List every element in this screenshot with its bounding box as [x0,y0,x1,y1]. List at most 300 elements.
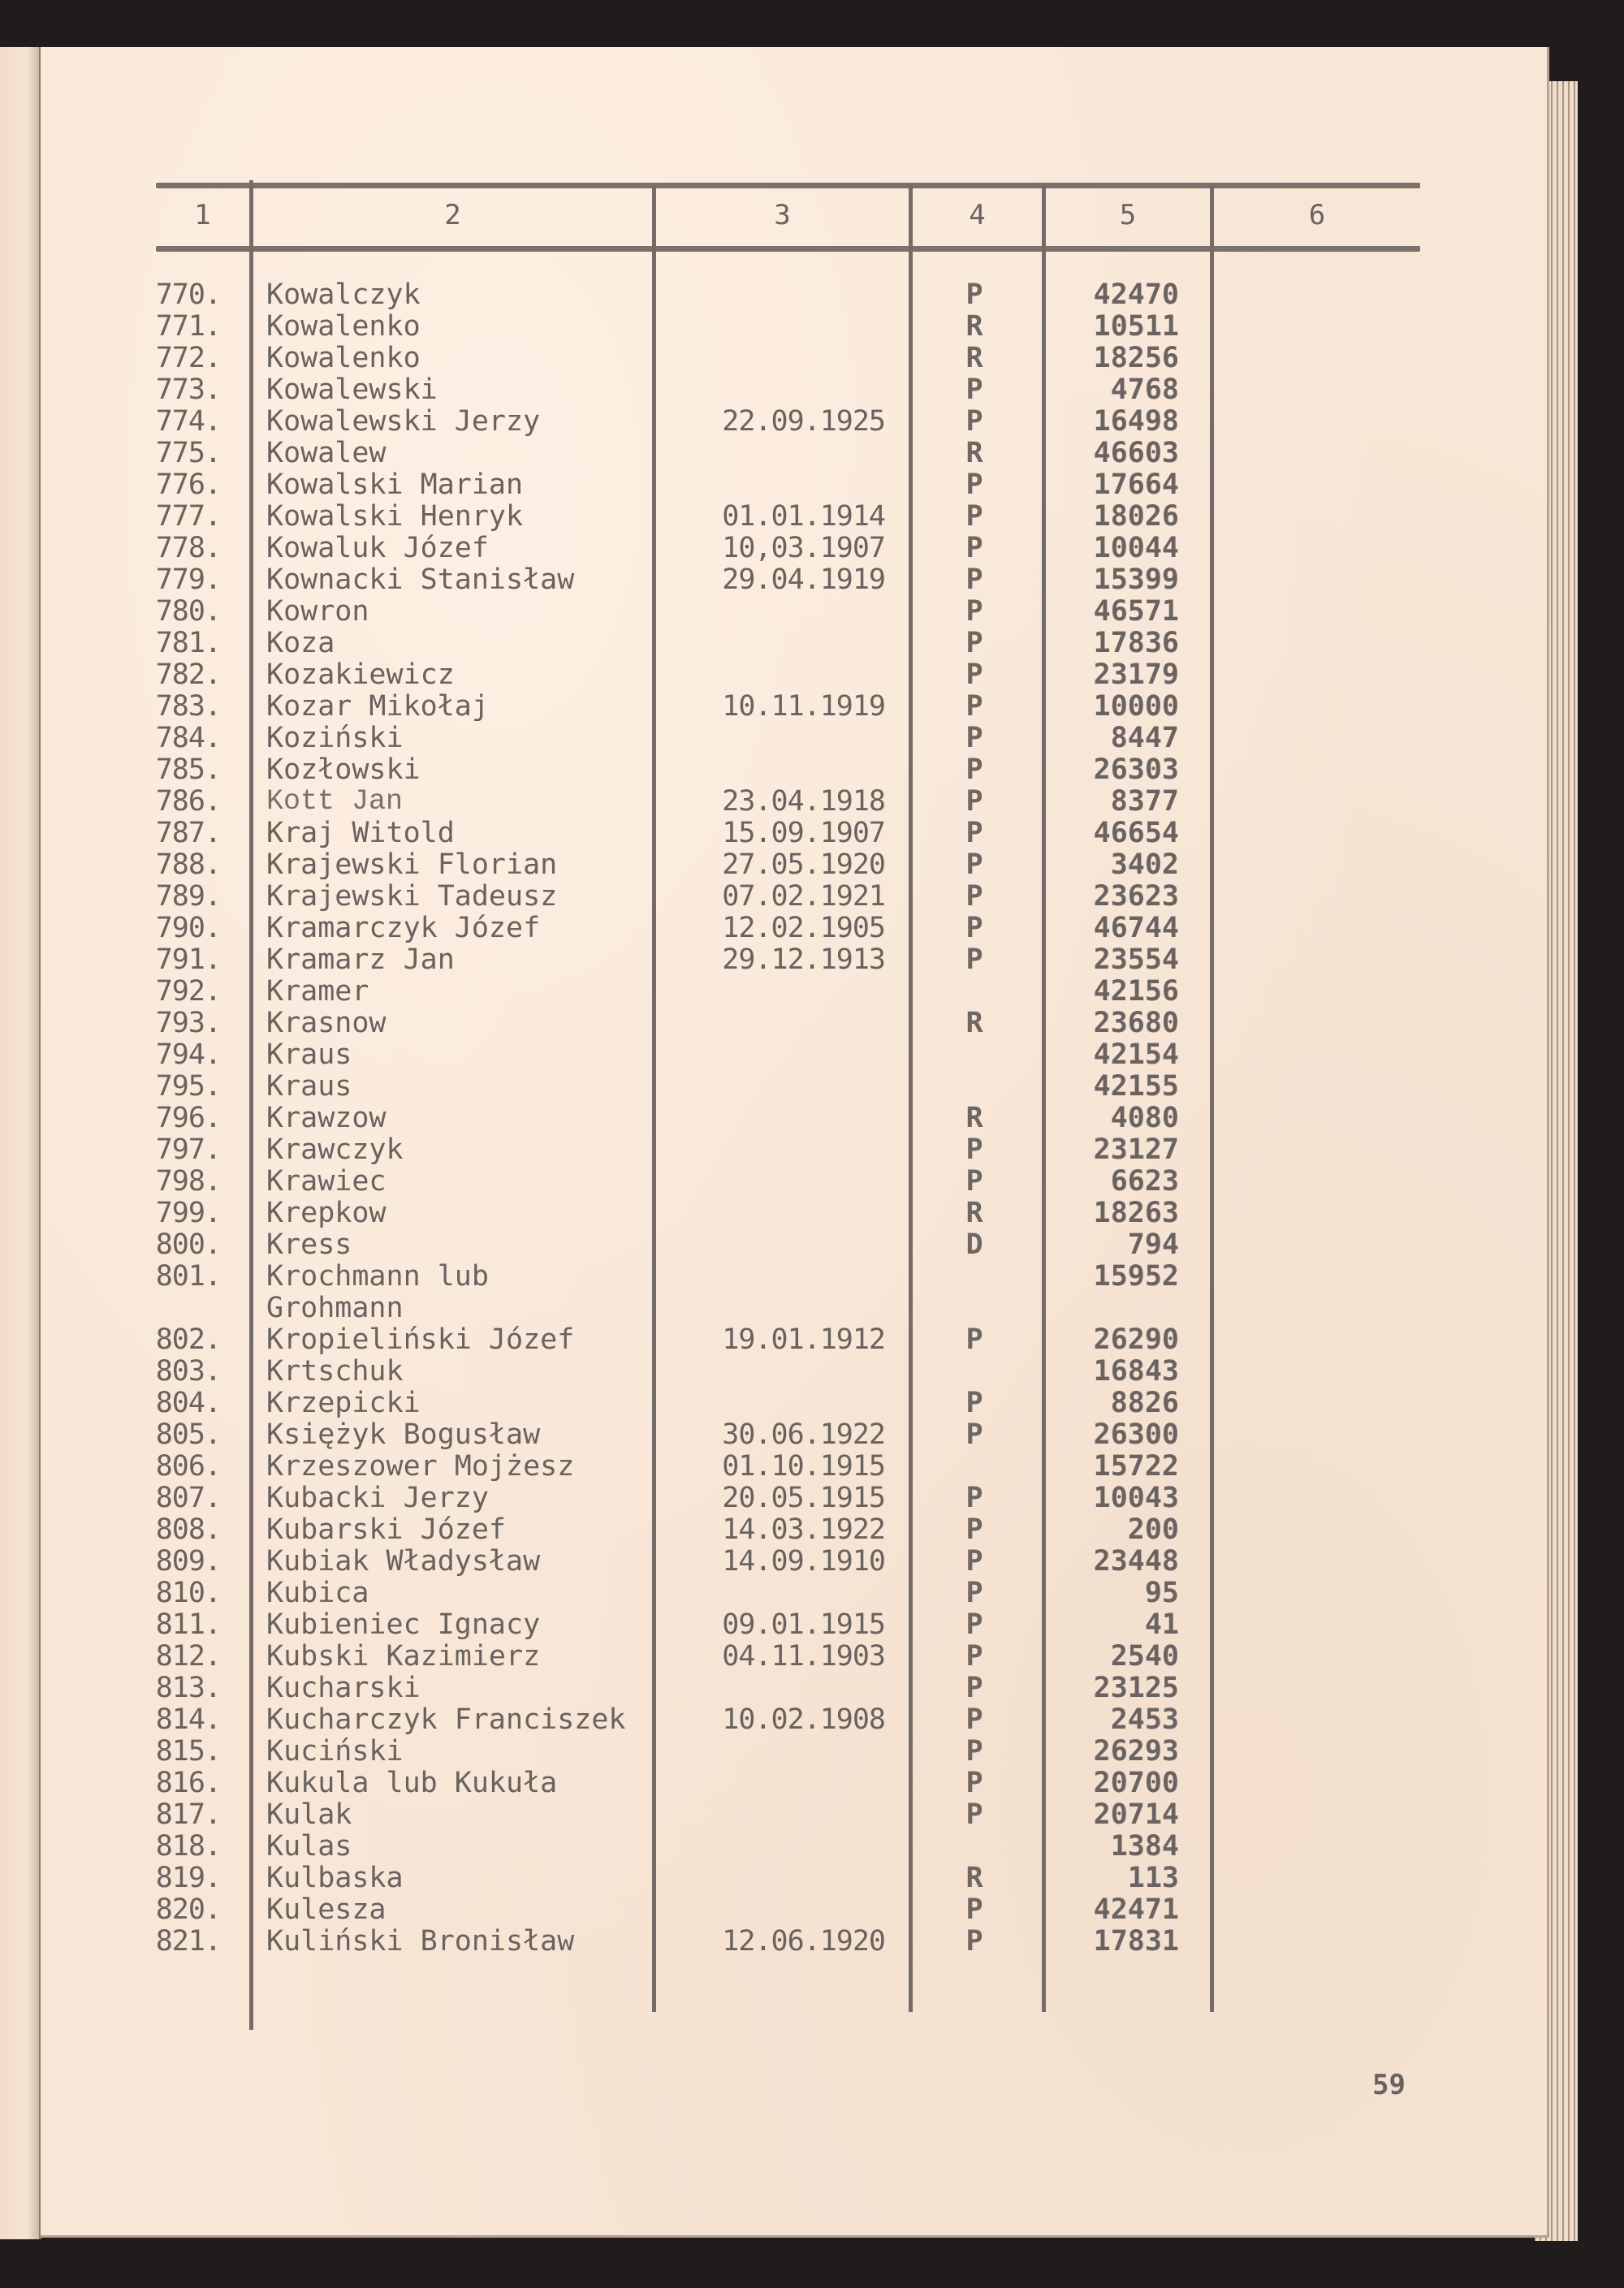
entry-record-number: 17664 [1093,468,1179,501]
entry-date: 09.01.1915 [722,1608,885,1641]
entry-type: P [965,1893,983,1926]
entry-type [958,976,991,1008]
entry-date [682,1166,885,1198]
entry-number: 793. [155,1007,221,1039]
entry-number: 798. [155,1165,221,1198]
entry-date [682,1261,885,1293]
entry-name: Kubarski Józef [266,1513,507,1546]
entry-number: 781. [155,627,221,659]
entry-number: 791. [155,943,221,976]
entry-type: P [965,1925,983,1958]
entry-date [682,1894,885,1926]
table-row [0,1356,1624,1388]
entry-name: Krawiec [266,1165,387,1198]
entry-number: 796. [155,1102,221,1134]
entry-date [682,754,885,786]
entry-record-number: 23125 [1093,1672,1179,1704]
table-top-rule [156,183,1420,188]
table-row [0,1894,1624,1926]
entry-number: 815. [155,1735,221,1768]
entry-type: P [965,278,983,311]
entry-number: 805. [155,1418,221,1451]
entry-type: R [965,1197,983,1229]
entry-type: D [965,1228,983,1261]
entry-name: Koza [266,627,335,659]
entry-number: 818. [155,1830,221,1863]
table-row [0,1736,1624,1768]
entry-name: Kubski Kazimierz [266,1640,541,1673]
entry-number: 771. [155,310,221,343]
entry-name: Kowalewski [266,373,438,406]
entry-record-number: 2453 [1110,1703,1179,1736]
entry-number: 782. [155,658,221,691]
entry-record-number: 41 [1144,1608,1179,1641]
table-row [0,1261,1624,1293]
entry-name: Kulas [266,1830,352,1863]
entry-date [682,1799,885,1831]
entry-date: 22.09.1925 [722,405,885,438]
entry-date [682,1673,885,1704]
table-row [0,628,1624,659]
entry-number: 789. [155,880,221,913]
table-row [0,311,1624,343]
entry-date: 29.12.1913 [722,943,885,976]
entry-record-number: 10044 [1093,532,1179,564]
table-row [0,374,1624,406]
entry-name: Krawzow [266,1102,387,1134]
entry-name: Kowalewski Jerzy [266,405,541,438]
entry-record-number: 46744 [1093,912,1179,944]
table-row [0,469,1624,501]
entry-date [682,976,885,1008]
table-row [0,913,1624,944]
column-header-4: 4 [969,199,986,231]
entry-record-number: 113 [1127,1862,1179,1894]
table-row [0,1768,1624,1799]
entry-name: Kuliński Bronisław [266,1925,575,1958]
entry-number: 779. [155,563,221,596]
table-row [0,533,1624,564]
entry-name: Krzeszower Mojżesz [266,1450,575,1483]
table-row [0,1831,1624,1863]
entry-date [682,1863,885,1894]
entry-number: 801. [155,1260,221,1293]
entry-number: 795. [155,1070,221,1103]
entry-type: P [965,1703,983,1736]
entry-number: 803. [155,1355,221,1388]
entry-type [958,1261,991,1293]
entry-date [682,723,885,754]
entry-number: 807. [155,1482,221,1514]
entry-type: P [965,1513,983,1546]
entry-type: P [965,943,983,976]
entry-record-number: 18263 [1093,1197,1179,1229]
entry-date: 27.05.1920 [722,848,885,881]
table-row [0,343,1624,374]
entry-name: Krepkow [266,1197,387,1229]
table-row [0,1008,1624,1039]
entry-number: 770. [155,278,221,311]
entry-number: 783. [155,690,221,723]
entry-type: P [965,1482,983,1514]
entry-type: R [965,437,983,469]
entry-name: Księżyk Bogusław [266,1418,541,1451]
table-row [0,406,1624,438]
entry-number: 788. [155,848,221,881]
entry-type: R [965,342,983,374]
entry-type: P [965,1323,983,1356]
entry-name: Kramarczyk Józef [266,912,541,944]
entry-number: 816. [155,1767,221,1799]
entry-date [682,1578,885,1609]
entry-type: P [965,1608,983,1641]
entry-date: 10.11.1919 [722,690,885,723]
entry-date [682,1293,885,1324]
column-header-1: 1 [194,199,211,231]
entry-type: R [965,310,983,343]
entry-date: 01.01.1914 [722,500,885,533]
entry-name: Kowalczyk [266,278,421,311]
entry-date: 12.02.1905 [722,912,885,944]
entry-name: Kowalew [266,437,387,469]
table-row [0,1578,1624,1609]
entry-number: 790. [155,912,221,944]
entry-date: 30.06.1922 [722,1418,885,1451]
page-number: 59 [1372,2069,1406,2101]
entry-type [958,1039,991,1071]
table-row [0,1071,1624,1103]
entry-date [682,1134,885,1166]
entry-record-number: 42470 [1093,278,1179,311]
entry-name: Kozakiewicz [266,658,455,691]
entry-record-number: 23623 [1093,880,1179,913]
entry-date [682,1356,885,1388]
table-row [0,976,1624,1008]
entry-type: P [965,563,983,596]
entry-number: 811. [155,1608,221,1641]
entry-type: P [965,373,983,406]
entry-date: 10.02.1908 [722,1703,885,1736]
entry-number: 777. [155,500,221,533]
entry-name: Kraus [266,1070,352,1103]
entry-record-number: 10000 [1093,690,1179,723]
entry-number: 806. [155,1450,221,1483]
entry-number: 813. [155,1672,221,1704]
entry-name: Kramarz Jan [266,943,455,976]
entry-number: 794. [155,1038,221,1071]
entry-type [958,1451,991,1483]
entry-date [682,438,885,469]
entry-date [682,1071,885,1103]
table-row [0,1039,1624,1071]
entry-number: 799. [155,1197,221,1229]
entry-record-number: 4080 [1110,1102,1179,1134]
entry-number: 817. [155,1798,221,1831]
entry-record-number: 15952 [1093,1260,1179,1293]
entry-type: P [965,1387,983,1419]
entry-date [682,374,885,406]
entry-number: 819. [155,1862,221,1894]
table-row [0,1641,1624,1673]
entry-name: Koziński [266,722,404,754]
entry-date [682,311,885,343]
entry-record-number: 8826 [1110,1387,1179,1419]
entry-type: P [965,1165,983,1198]
entry-record-number: 26290 [1093,1323,1179,1356]
entry-date: 15.09.1907 [722,817,885,849]
entry-number: 780. [155,595,221,628]
table-row [0,1293,1624,1324]
entry-type [958,1071,991,1103]
entry-date: 07.02.1921 [722,880,885,913]
table-row [0,1483,1624,1514]
entry-date [682,1198,885,1229]
entry-type: P [965,468,983,501]
entry-record-number: 46603 [1093,437,1179,469]
entry-name: Kozar Mikołaj [266,690,489,723]
entry-record-number: 26303 [1093,753,1179,786]
entry-name: Krochmann lub [266,1260,489,1293]
entry-date [682,1736,885,1768]
table-row [0,1198,1624,1229]
entry-date: 14.09.1910 [722,1545,885,1578]
table-row [0,564,1624,596]
entry-record-number: 95 [1144,1577,1179,1609]
entry-name: Kramer [266,975,369,1008]
entry-type: P [965,500,983,533]
entry-name: Krawczyk [266,1133,404,1166]
entry-number: 814. [155,1703,221,1736]
entry-name: Grohmann [266,1292,404,1324]
entry-name: Krajewski Tadeusz [266,880,558,913]
entry-record-number: 8447 [1110,722,1179,754]
entry-number: 812. [155,1640,221,1673]
entry-record-number: 2540 [1110,1640,1179,1673]
entry-date [682,596,885,628]
entry-record-number: 8377 [1110,785,1179,818]
entry-name: Kowalenko [266,342,421,374]
entry-record-number: 3402 [1110,848,1179,881]
entry-number: 809. [155,1545,221,1578]
entry-record-number: 26293 [1093,1735,1179,1768]
entry-date [682,1103,885,1134]
entry-type: R [965,1862,983,1894]
entry-record-number: 26300 [1093,1418,1179,1451]
table-row [0,1134,1624,1166]
entry-record-number: 17836 [1093,627,1179,659]
table-row [0,1673,1624,1704]
entry-name: Kubiak Władysław [266,1545,541,1578]
table-row [0,279,1624,311]
entry-number: 773. [155,373,221,406]
table-row [0,754,1624,786]
table-row [0,881,1624,913]
table-row [0,1799,1624,1831]
entry-record-number: 18256 [1093,342,1179,374]
entry-record-number: 200 [1127,1513,1179,1546]
entry-record-number: 42156 [1093,975,1179,1008]
entry-date [682,628,885,659]
entry-record-number: 42154 [1093,1038,1179,1071]
entry-name: Kraj Witold [266,817,455,849]
entry-date [682,1229,885,1261]
table-row [0,786,1624,818]
entry-name: Kucharski [266,1672,421,1704]
table-row [0,1546,1624,1578]
entry-name: Krzepicki [266,1387,421,1419]
entry-date [682,659,885,691]
entry-date [682,343,885,374]
entry-type: P [965,1418,983,1451]
entry-type: P [965,1577,983,1609]
table-row [0,1103,1624,1134]
entry-name: Kownacki Stanisław [266,563,575,596]
entry-type: P [965,1767,983,1799]
entry-number: 804. [155,1387,221,1419]
entry-name: Kuciński [266,1735,404,1768]
entry-record-number: 20700 [1093,1767,1179,1799]
entry-number: 785. [155,753,221,786]
table-row [0,1451,1624,1483]
table-row [0,1419,1624,1451]
entry-type: P [965,785,983,818]
entry-record-number: 10043 [1093,1482,1179,1514]
entry-name: Krasnow [266,1007,387,1039]
entry-type: P [965,405,983,438]
entry-type: P [965,1672,983,1704]
entry-record-number: 20714 [1093,1798,1179,1831]
table-row [0,723,1624,754]
entry-number [122,1293,221,1324]
table-row [0,1166,1624,1198]
table-row [0,818,1624,849]
entry-record-number: 46654 [1093,817,1179,849]
entry-name: Kress [266,1228,352,1261]
entry-date [682,1768,885,1799]
entry-date: 01.10.1915 [722,1450,885,1483]
entry-number: 820. [155,1893,221,1926]
entry-number: 808. [155,1513,221,1546]
entry-number: 792. [155,975,221,1008]
entry-number: 821. [155,1925,221,1958]
entry-name: Kulak [266,1798,352,1831]
entry-date [682,1008,885,1039]
entry-name: Kowaluk Józef [266,532,489,564]
entry-record-number: 18026 [1093,500,1179,533]
entry-type: P [965,532,983,564]
header-bottom-rule [156,246,1420,252]
entry-type [958,1356,991,1388]
entry-record-number: 15399 [1093,563,1179,596]
entry-record-number: 42155 [1093,1070,1179,1103]
entry-name: Krajewski Florian [266,848,558,881]
table-row [0,501,1624,533]
entry-number: 778. [155,532,221,564]
entry-date [682,469,885,501]
entry-record-number: 4768 [1110,373,1179,406]
entry-name: Kropieliński Józef [266,1323,575,1356]
table-row [0,659,1624,691]
entry-type: P [965,1545,983,1578]
table-row [0,1229,1624,1261]
column-header-3: 3 [774,199,791,231]
entry-type: P [965,912,983,944]
entry-name: Kraus [266,1038,352,1071]
table-row [0,1609,1624,1641]
entry-name: Kucharczyk Franciszek [266,1703,626,1736]
entry-name: Kulbaska [266,1862,404,1894]
entry-name: Kowalski Henryk [266,500,524,533]
entry-record-number: 17831 [1093,1925,1179,1958]
entry-number: 810. [155,1577,221,1609]
entry-name: Kott Jan [266,785,404,818]
table-row [0,1926,1624,1958]
entry-name: Krtschuk [266,1355,404,1388]
entry-date [682,279,885,311]
entry-date: 12.06.1920 [722,1925,885,1958]
entry-type [958,1293,991,1324]
entry-number: 774. [155,405,221,438]
table-row [0,1704,1624,1736]
entry-record-number: 23179 [1093,658,1179,691]
entry-type: P [965,595,983,628]
entry-type: P [965,722,983,754]
entry-date: 14.03.1922 [722,1513,885,1546]
entry-type: P [965,880,983,913]
entry-date: 04.11.1903 [722,1640,885,1673]
entry-number: 800. [155,1228,221,1261]
entry-type: P [965,1798,983,1831]
entry-number: 802. [155,1323,221,1356]
entry-type: P [965,658,983,691]
entry-date [682,1388,885,1419]
entry-name: Kowalenko [266,310,421,343]
entry-type: R [965,1102,983,1134]
entry-type: P [965,1640,983,1673]
table-row [0,1324,1624,1356]
entry-date: 29.04.1919 [722,563,885,596]
entry-number: 775. [155,437,221,469]
entry-number: 784. [155,722,221,754]
entry-record-number: 23448 [1093,1545,1179,1578]
entry-record-number: 23127 [1093,1133,1179,1166]
entry-record-number: 23680 [1093,1007,1179,1039]
entry-date: 19.01.1912 [722,1323,885,1356]
entry-name: Kubacki Jerzy [266,1482,489,1514]
entry-record-number: 16498 [1093,405,1179,438]
entry-type: P [965,753,983,786]
table-row [0,849,1624,881]
entry-type: P [965,848,983,881]
entry-record-number: 6623 [1110,1165,1179,1198]
table-row [0,596,1624,628]
entry-record-number [1056,1293,1179,1324]
entry-type: P [965,627,983,659]
entry-record-number: 46571 [1093,595,1179,628]
entry-date: 10,03.1907 [722,532,885,564]
table-row [0,1388,1624,1419]
column-header-2: 2 [444,199,461,231]
entry-record-number: 23554 [1093,943,1179,976]
entry-type [958,1831,991,1863]
entry-number: 776. [155,468,221,501]
entry-record-number: 10511 [1093,310,1179,343]
entry-number: 772. [155,342,221,374]
table-row [0,1863,1624,1894]
entry-name: Kowron [266,595,369,628]
entry-name: Kowalski Marian [266,468,524,501]
entry-name: Kulesza [266,1893,387,1926]
